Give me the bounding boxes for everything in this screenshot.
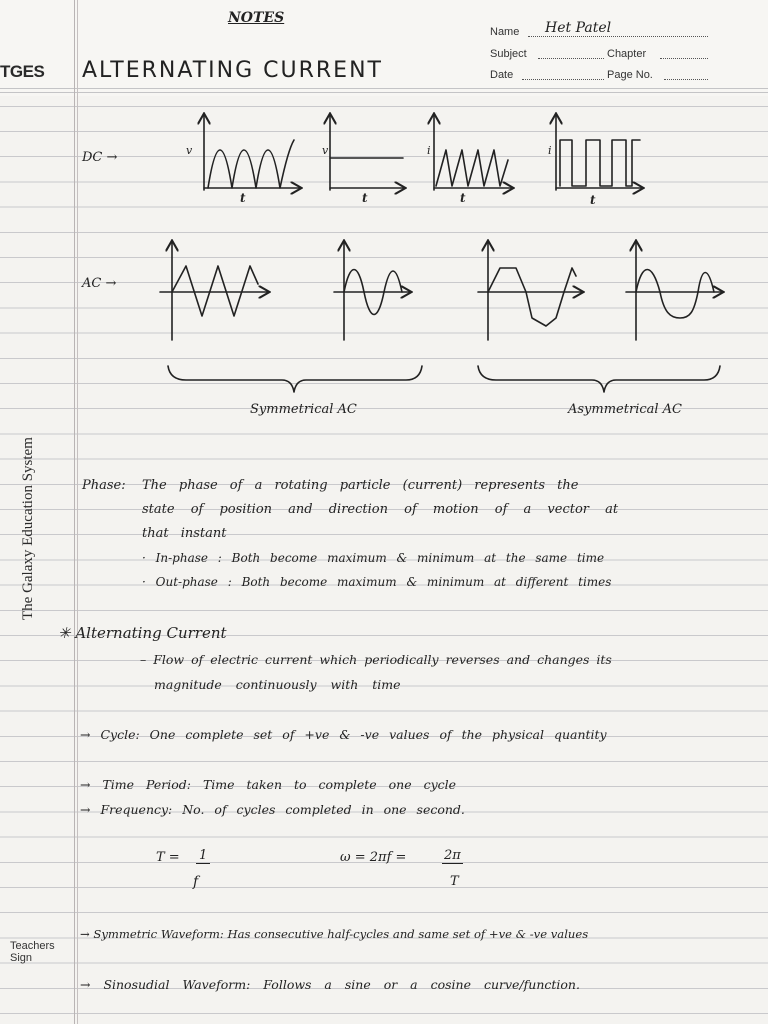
date-label: Date — [490, 69, 514, 81]
teachers-sign-label: Teachers Sign — [10, 940, 55, 964]
dc-axis-label-3: i — [427, 144, 431, 157]
phase-line-1: The phase of a rotating particle (current) represents the — [142, 478, 579, 493]
time-label-2: t — [362, 191, 368, 205]
symmetrical-ac-label: Symmetrical AC — [250, 402, 357, 417]
ac-graph-1 — [160, 242, 268, 340]
dc-graph-4 — [556, 115, 642, 190]
frequency-line: → Frequency: No. of cycles completed in one second. — [80, 802, 465, 817]
formula-omega-numerator: 2π — [444, 848, 461, 863]
out-phase-line: · Out-phase : Both become maximum & minimum at different times — [142, 575, 612, 589]
formula-t-denominator: f — [193, 874, 199, 890]
dc-graph-2 — [330, 115, 404, 190]
ac-definition-line-1: – Flow of electric current which periodically reverses and changes its — [140, 652, 612, 667]
ac-heading: ✳ Alternating Current — [58, 624, 227, 642]
in-phase-line: · In-phase : Both become maximum & minimum at the same time — [142, 551, 605, 565]
symmetrical-brace — [168, 366, 422, 392]
phase-line-2: state of position and direction of motion of a vector at — [142, 502, 619, 517]
name-label: Name — [490, 26, 520, 38]
asymmetrical-brace — [478, 366, 720, 392]
name-value: Het Patel — [545, 20, 612, 36]
time-label-3: t — [460, 191, 466, 205]
formula-t-lhs: T = — [156, 850, 180, 865]
subject-label: Subject — [490, 48, 527, 60]
dc-graph-3 — [434, 115, 512, 190]
symmetric-waveform-line: → Symmetric Waveform: Has consecutive half-cycles and same set of +ve & -ve values — [80, 927, 589, 941]
chapter-label: Chapter — [607, 48, 647, 60]
asymmetrical-ac-label: Asymmetrical AC — [568, 402, 683, 417]
formula-omega-denominator: T — [450, 874, 459, 889]
dc-axis-label-2: v — [322, 144, 329, 157]
tges-logo: TGES — [0, 62, 45, 81]
formula-t-numerator: 1 — [196, 848, 210, 864]
ac-label: AC → — [82, 276, 117, 291]
time-label-1: t — [240, 191, 246, 205]
waveform-diagrams — [0, 0, 768, 440]
dc-axis-label-1: v — [186, 144, 193, 157]
page-title: ALTERNATING CURRENT — [82, 58, 383, 83]
formula-omega-lhs: ω = 2πf = — [340, 850, 407, 865]
ac-definition-line-2: magnitude continuously with time — [154, 677, 401, 692]
page-no-label: Page No. — [607, 69, 653, 81]
phase-line-3: that instant — [142, 526, 227, 541]
dc-graph-1 — [204, 115, 300, 190]
phase-heading: Phase: — [82, 478, 126, 493]
ac-graph-2 — [334, 242, 410, 340]
notes-label: NOTES — [228, 10, 285, 26]
brand-sidebar-text: The Galaxy Education System — [20, 437, 36, 620]
time-period-line: → Time Period: Time taken to complete one cycle — [80, 777, 457, 792]
ac-graph-3 — [478, 242, 582, 340]
dc-label: DC → — [82, 150, 118, 165]
sinusoidal-waveform-line: → Sinosudial Waveform: Follows a sine or a cosine curve/function. — [80, 977, 580, 992]
dc-axis-label-4: i — [548, 144, 552, 157]
time-label-4: t — [590, 193, 596, 207]
cycle-line: → Cycle: One complete set of +ve & -ve values of the physical quantity — [80, 727, 607, 742]
ac-graph-4 — [626, 242, 722, 340]
